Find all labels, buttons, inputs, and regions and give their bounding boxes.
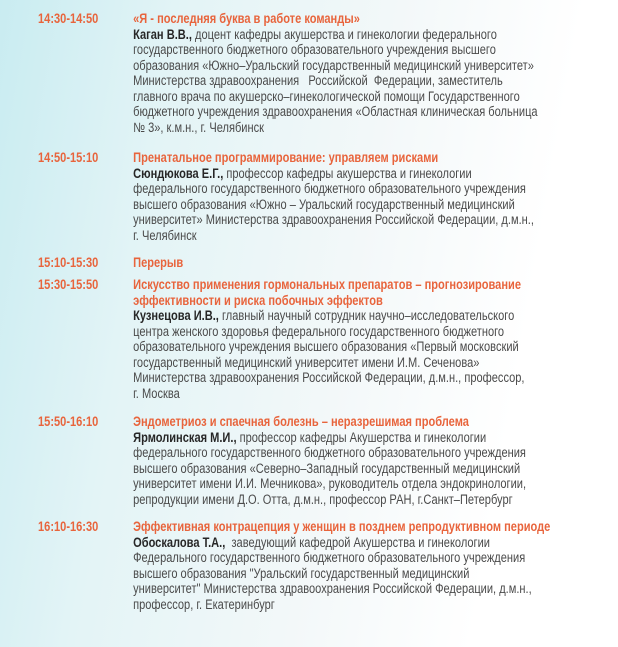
- speaker-info-line: [133, 445, 618, 461]
- speaker-info-text: образовательного учреждения высшего образования «Первый московский: [133, 339, 519, 354]
- session-time: 15:30-15:50: [38, 277, 99, 292]
- speaker-info-line: [133, 120, 618, 136]
- speaker-info-text: г. Москва: [133, 385, 180, 401]
- session-title: Искусство применения гормональных препаратов – прогнозирование: [133, 277, 521, 292]
- speaker-info-line: [133, 58, 618, 74]
- speaker-info-text: университет" Министерства здравоохранения Российской Федерации, д.м.н.,: [133, 581, 532, 596]
- session-time: 14:30-14:50: [38, 11, 99, 26]
- speaker-info-line: [133, 324, 618, 340]
- speaker-info-text: доцент кафедры акушерства и гинекологии федерального: [191, 26, 497, 42]
- speaker-info-text: высшего образования "Уральский государственный медицинский: [133, 565, 470, 581]
- speaker-info-text: высшего образования «Южно – Уральский государственный медицинский: [133, 196, 515, 212]
- speaker-info-line: [133, 27, 618, 43]
- speaker-info-line: [133, 73, 618, 89]
- speaker-info-text: университет» Министерства здравоохранения Российской Федерации, д.м.н.,: [133, 212, 534, 227]
- session-time: 14:50-15:10: [38, 150, 99, 165]
- speaker-info-text: высшего образования «Северно–Западный государственный медицинский: [133, 460, 521, 476]
- speaker-info-line: [133, 308, 618, 324]
- speaker-info-text: профессор кафедры акушерства и гинекологии: [223, 165, 472, 181]
- session-title: Эндометриоз и спаечная болезнь – неразрешимая проблема: [133, 414, 469, 429]
- speaker-info-text: Министерства здравоохранения Российской Федерации, д.м.н., профессор,: [133, 370, 525, 385]
- speaker-info-text: № 3», к.м.н., г. Челябинск: [133, 119, 264, 135]
- session-title: Перерыв: [133, 255, 184, 270]
- speaker-info-line: [133, 89, 618, 105]
- speaker-info-line: [133, 566, 618, 582]
- speaker-info-text: государственного бюджетного образовательного учреждения высшего: [133, 42, 496, 57]
- speaker-info-text: образования «Южно–Уральский государственный медицинский университет»: [133, 57, 534, 73]
- speaker-info-line: [133, 104, 618, 120]
- speaker-info-text: г. Челябинск: [133, 227, 197, 243]
- speaker-info-line: [133, 430, 618, 446]
- speaker-info-line: [133, 535, 618, 551]
- speaker-info-text: Федерального государственного бюджетного образовательного учреждения: [133, 550, 526, 565]
- speaker-info-text: главный научный сотрудник научно–исследовательского: [218, 308, 515, 323]
- speaker-info-text: главного врача по акушерско–гинекологической помощи Государственного: [133, 88, 520, 104]
- session-time: 15:50-16:10: [38, 414, 99, 429]
- speaker-info-line: [133, 181, 618, 197]
- speaker-info-text: университет имени И.И. Мечникова», руководитель отдела эндокринологии,: [133, 476, 527, 491]
- speaker-info-line: [133, 339, 618, 355]
- speaker-info-line: [133, 166, 618, 182]
- speaker-info-line: [133, 197, 618, 213]
- speaker-info-line: [133, 550, 618, 566]
- speaker-info-line: [133, 386, 618, 402]
- speaker-info-text: бюджетного учреждения здравоохранения «Областная клиническая больница: [133, 104, 538, 119]
- speaker-name: Ярмолинская М.И.,: [133, 429, 237, 445]
- speaker-info-line: [133, 461, 618, 477]
- speaker-name: Кузнецова И.В.,: [133, 308, 219, 323]
- speaker-name: Каган В.В.,: [133, 26, 192, 42]
- speaker-info-text: федерального государственного бюджетного образовательного учреждения: [133, 181, 526, 196]
- speaker-info-line: [133, 228, 618, 244]
- speaker-info-text: заведующий кафедрой Акушерства и гинекологии: [225, 534, 490, 550]
- speaker-info-line: [133, 355, 618, 371]
- speaker-info-line: [133, 581, 618, 597]
- session-title: Пренатальное программирование: управляем рисками: [133, 150, 439, 165]
- speaker-name: Сюндюкова Е.Г.,: [133, 165, 224, 181]
- session-title: Эффективная контрацепция у женщин в позднем репродуктивном периоде: [133, 519, 551, 534]
- speaker-info-text: федерального государственного бюджетного образовательного учреждения: [133, 445, 526, 460]
- speaker-info-line: [133, 476, 618, 492]
- speaker-info-text: профессор кафедры Акушерства и гинекологии: [236, 429, 487, 445]
- speaker-info-text: Министерства здравоохранения Российской Федерации, заместитель: [133, 73, 503, 88]
- speaker-info-line: [133, 492, 618, 508]
- speaker-info-text: государственный медицинский университет имени И.М. Сеченова»: [133, 354, 480, 370]
- session-time: 16:10-16:30: [38, 519, 99, 534]
- speaker-info-text: профессор, г. Екатеринбург: [133, 596, 275, 612]
- speaker-info-line: [133, 212, 618, 228]
- speaker-name: Обоскалова Т.А.,: [133, 534, 226, 550]
- session-time: 15:10-15:30: [38, 255, 99, 270]
- speaker-info-text: центра женского здоровья федерального государственного бюджетного: [133, 323, 505, 339]
- speaker-info-line: [133, 42, 618, 58]
- session-title: эффективности и риска побочных эффектов: [133, 292, 383, 308]
- speaker-info-line: [133, 597, 618, 613]
- speaker-info-text: репродукции имени Д.О. Отта, д.м.н., профессор РАН, г.Санкт–Петербург: [133, 491, 513, 507]
- session-title: «Я - последняя буква в работе команды»: [133, 11, 360, 26]
- speaker-info-line: [133, 370, 618, 386]
